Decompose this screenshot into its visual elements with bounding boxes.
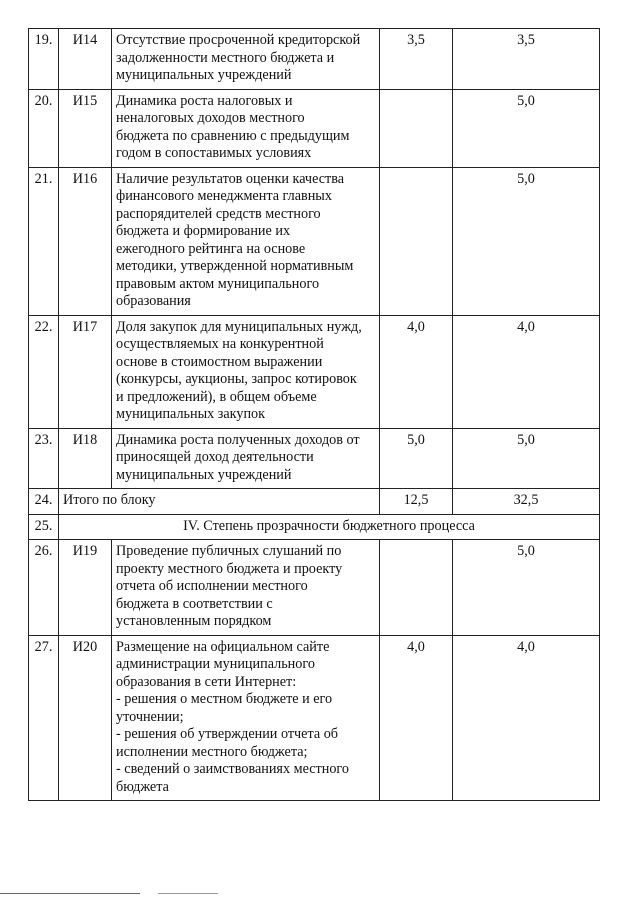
description-line: образования — [116, 293, 191, 309]
indicator-description — [112, 89, 380, 167]
indicator-code: И18 — [59, 428, 112, 489]
section-title: IV. Степень прозрачности бюджетного процесса — [59, 514, 600, 540]
indicator-description — [112, 428, 380, 489]
description-line: Наличие результатов оценки качества — [116, 170, 345, 187]
description-line: неналоговых доходов местного — [116, 110, 305, 126]
indicator-code: И19 — [59, 540, 112, 636]
row-number: 26. — [29, 540, 59, 636]
table-row — [29, 29, 600, 90]
table-row — [29, 428, 600, 489]
description-line: Отсутствие просроченной кредиторской — [116, 32, 361, 48]
section-row — [29, 514, 600, 540]
value-1: 4,0 — [380, 315, 453, 428]
row-number: 19. — [29, 29, 59, 90]
indicator-table — [28, 28, 600, 801]
value-1: 4,0 — [380, 635, 453, 801]
value-2: 5,0 — [453, 428, 600, 489]
table-body-part2 — [29, 540, 600, 801]
indicator-code: И16 — [59, 167, 112, 315]
description-line: Проведение публичных слушаний по — [116, 543, 342, 559]
indicator-code: И17 — [59, 315, 112, 428]
table-body-summary — [29, 489, 600, 540]
total-value-2: 32,5 — [453, 489, 600, 515]
description-line: администрации муниципального — [116, 656, 315, 672]
description-line: бюджета — [116, 778, 169, 795]
value-2: 5,0 — [453, 540, 600, 636]
value-1 — [380, 167, 453, 315]
description-line: (конкурсы, аукционы, запрос котировок — [116, 371, 357, 387]
description-line: установленным порядком — [116, 613, 272, 629]
value-2: 4,0 — [453, 315, 600, 428]
description-line: проекту местного бюджета и проекту — [116, 560, 343, 577]
description-line: приносящей доход деятельности — [116, 449, 314, 465]
footer-rule — [0, 893, 140, 894]
indicator-code: И20 — [59, 635, 112, 801]
indicator-description — [112, 167, 380, 315]
row-number: 20. — [29, 89, 59, 167]
indicator-description — [112, 540, 380, 636]
indicator-description — [112, 29, 380, 90]
table-body-part1 — [29, 29, 600, 489]
row-number: 24. — [29, 489, 59, 515]
row-number: 22. — [29, 315, 59, 428]
indicator-description — [112, 315, 380, 428]
value-1: 3,5 — [380, 29, 453, 90]
indicator-description — [112, 635, 380, 801]
indicator-code: И14 — [59, 29, 112, 90]
description-line: и предложений), в общем объеме — [116, 388, 317, 405]
row-number: 25. — [29, 514, 59, 540]
description-line: Доля закупок для муниципальных нужд, — [116, 318, 362, 335]
row-number: 21. — [29, 167, 59, 315]
total-value-1: 12,5 — [380, 489, 453, 515]
indicator-code: И15 — [59, 89, 112, 167]
table-row — [29, 315, 600, 428]
description-line: - сведений о заимствованиях местного — [116, 761, 349, 777]
description-line: уточнении; — [116, 708, 184, 725]
description-line: задолженности местного бюджета и — [116, 49, 335, 66]
description-line: - решения о местном бюджете и его — [116, 691, 333, 707]
description-line: правовым актом муниципального — [116, 275, 320, 292]
table-row — [29, 635, 600, 801]
footer-rule-short — [158, 893, 218, 894]
value-2: 4,0 — [453, 635, 600, 801]
description-line: Динамика роста налоговых и — [116, 92, 293, 109]
row-number: 27. — [29, 635, 59, 801]
description-line: - решения об утверждении отчета об — [116, 726, 339, 742]
description-line: муниципальных учреждений — [116, 67, 292, 83]
row-number: 23. — [29, 428, 59, 489]
total-label: Итого по блоку — [59, 489, 380, 515]
description-line: Размещение на официальном сайте — [116, 638, 330, 655]
description-line: исполнении местного бюджета; — [116, 743, 308, 760]
description-line: осуществляемых на конкурентной — [116, 336, 324, 352]
description-line: ежегодного рейтинга на основе — [116, 240, 306, 257]
description-line: муниципальных закупок — [116, 406, 266, 422]
description-line: методики, утвержденной нормативным — [116, 258, 354, 274]
value-2: 3,5 — [453, 29, 600, 90]
value-1 — [380, 540, 453, 636]
description-line: отчета об исполнении местного — [116, 578, 308, 594]
description-line: распорядителей средств местного — [116, 205, 321, 222]
description-line: финансового менеджмента главных — [116, 188, 332, 204]
description-line: бюджета по сравнению с предыдущим — [116, 127, 350, 144]
description-line: образования в сети Интернет: — [116, 673, 297, 690]
description-line: бюджета в соответствии с — [116, 595, 273, 612]
table-row — [29, 540, 600, 636]
table-row — [29, 167, 600, 315]
description-line: Динамика роста полученных доходов от — [116, 431, 360, 448]
value-1 — [380, 89, 453, 167]
description-line: основе в стоимостном выражении — [116, 353, 323, 370]
value-2: 5,0 — [453, 167, 600, 315]
description-line: бюджета и формирование их — [116, 223, 291, 239]
description-line: годом в сопоставимых условиях — [116, 145, 312, 161]
value-2: 5,0 — [453, 89, 600, 167]
total-row — [29, 489, 600, 515]
table-row — [29, 89, 600, 167]
value-1: 5,0 — [380, 428, 453, 489]
description-line: муниципальных учреждений — [116, 466, 292, 483]
